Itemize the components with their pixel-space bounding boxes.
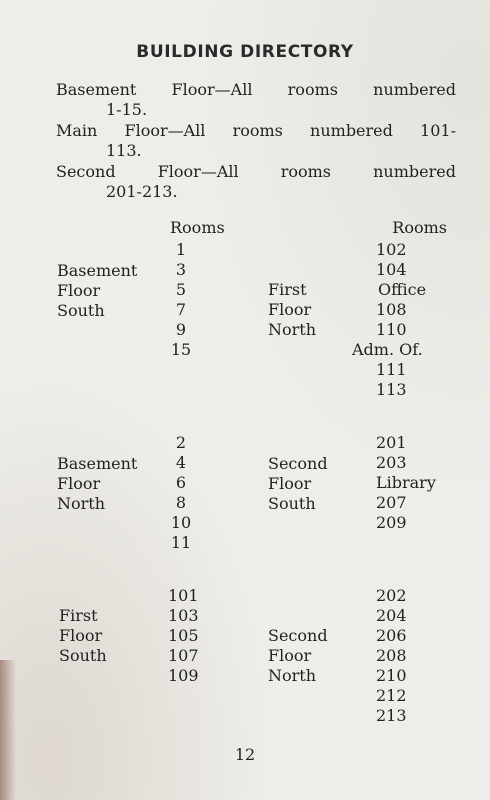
room-number: 210 (376, 666, 407, 685)
room-number: 104 (376, 260, 407, 279)
intro-continuation: 113. (106, 141, 142, 160)
intro-basement (56, 80, 456, 120)
room-number: 2 (175, 433, 187, 452)
room-number: 110 (376, 320, 407, 339)
label-line: Floor (268, 646, 312, 665)
label-line: North (268, 666, 317, 685)
group-2-left-rooms (168, 433, 194, 553)
room-number: 6 (175, 473, 187, 492)
label-line: Floor (268, 474, 312, 493)
room-number: 203 (376, 453, 407, 472)
group-3-right-rooms (376, 586, 407, 726)
intro-word: Main (56, 121, 98, 140)
room-number: 212 (376, 686, 407, 705)
room-number: 111 (376, 360, 407, 379)
label-line: North (268, 320, 317, 339)
room-number: 206 (376, 626, 407, 645)
label-line: Floor (57, 281, 101, 300)
room-number: 11 (170, 533, 192, 552)
intro-word: Basement (56, 80, 137, 99)
intro-word: 101- (420, 121, 456, 140)
rooms-header-right: Rooms (392, 218, 447, 237)
label-line: South (59, 646, 107, 665)
label-line: Second (268, 626, 328, 645)
room-number: 9 (175, 320, 187, 339)
label-line: Floor (59, 626, 103, 645)
intro-word: rooms (287, 80, 338, 99)
group-3-right-label (268, 626, 328, 686)
room-number: 209 (376, 513, 407, 532)
room-number: 4 (175, 453, 187, 472)
intro-word: numbered (373, 80, 456, 99)
intro-second (56, 162, 456, 202)
page-number: 12 (234, 745, 256, 764)
group-1-left-label (57, 261, 137, 321)
group-1-left-rooms (168, 240, 194, 360)
intro-continuation: 201-213. (106, 182, 178, 201)
intro-word: Floor—All (157, 162, 239, 181)
label-line: South (268, 494, 316, 513)
room-number: 3 (175, 260, 187, 279)
room-number: 208 (376, 646, 407, 665)
label-line: North (57, 494, 106, 513)
room-number: 113 (376, 380, 407, 399)
group-2-right-label (268, 454, 328, 514)
room-number: 213 (376, 706, 407, 725)
room-number: 102 (376, 240, 407, 259)
label-line: Basement (57, 454, 138, 473)
page-title: BUILDING DIRECTORY (136, 42, 354, 62)
label-line: Second (268, 454, 328, 473)
group-2-left-label (57, 454, 137, 514)
intro-word: Floor—All (124, 121, 206, 140)
room-number: 7 (175, 300, 187, 319)
room-number: 107 (168, 646, 199, 665)
room-number: 109 (168, 666, 199, 685)
room-number: 105 (168, 626, 199, 645)
label-line: First (59, 606, 98, 625)
intro-word: rooms (232, 121, 283, 140)
room-number: 202 (376, 586, 407, 605)
label-line: Basement (57, 261, 138, 280)
intro-continuation: 1-15. (106, 100, 148, 119)
room-number: 101 (168, 586, 199, 605)
room-number: 103 (168, 606, 199, 625)
room-number: Adm. Of. (352, 340, 423, 359)
label-line: South (57, 301, 105, 320)
room-number: Office (378, 280, 427, 299)
group-1-right-label (268, 280, 316, 340)
room-number: 108 (376, 300, 407, 319)
room-number: Library (376, 473, 436, 492)
room-number: 1 (175, 240, 187, 259)
group-3-left-label (59, 606, 107, 666)
room-number: 8 (175, 493, 187, 512)
group-1-right-rooms (352, 240, 448, 400)
intro-word: Floor—All (171, 80, 253, 99)
page-edge-shadow (0, 660, 16, 800)
intro-word: Second (56, 162, 116, 181)
label-line: First (268, 280, 307, 299)
label-line: Floor (57, 474, 101, 493)
intro-word: rooms (280, 162, 332, 181)
group-3-left-rooms (168, 586, 199, 686)
room-number: 207 (376, 493, 407, 512)
group-2-right-rooms (376, 433, 436, 533)
room-number: 15 (170, 340, 192, 359)
room-number: 5 (175, 280, 187, 299)
label-line: Floor (268, 300, 312, 319)
room-number: 204 (376, 606, 407, 625)
rooms-header-left: Rooms (170, 218, 225, 237)
room-number: 10 (170, 513, 192, 532)
intro-main (56, 121, 456, 161)
room-number: 201 (376, 433, 407, 452)
intro-word: numbered (373, 162, 456, 181)
intro-word: numbered (310, 121, 393, 140)
